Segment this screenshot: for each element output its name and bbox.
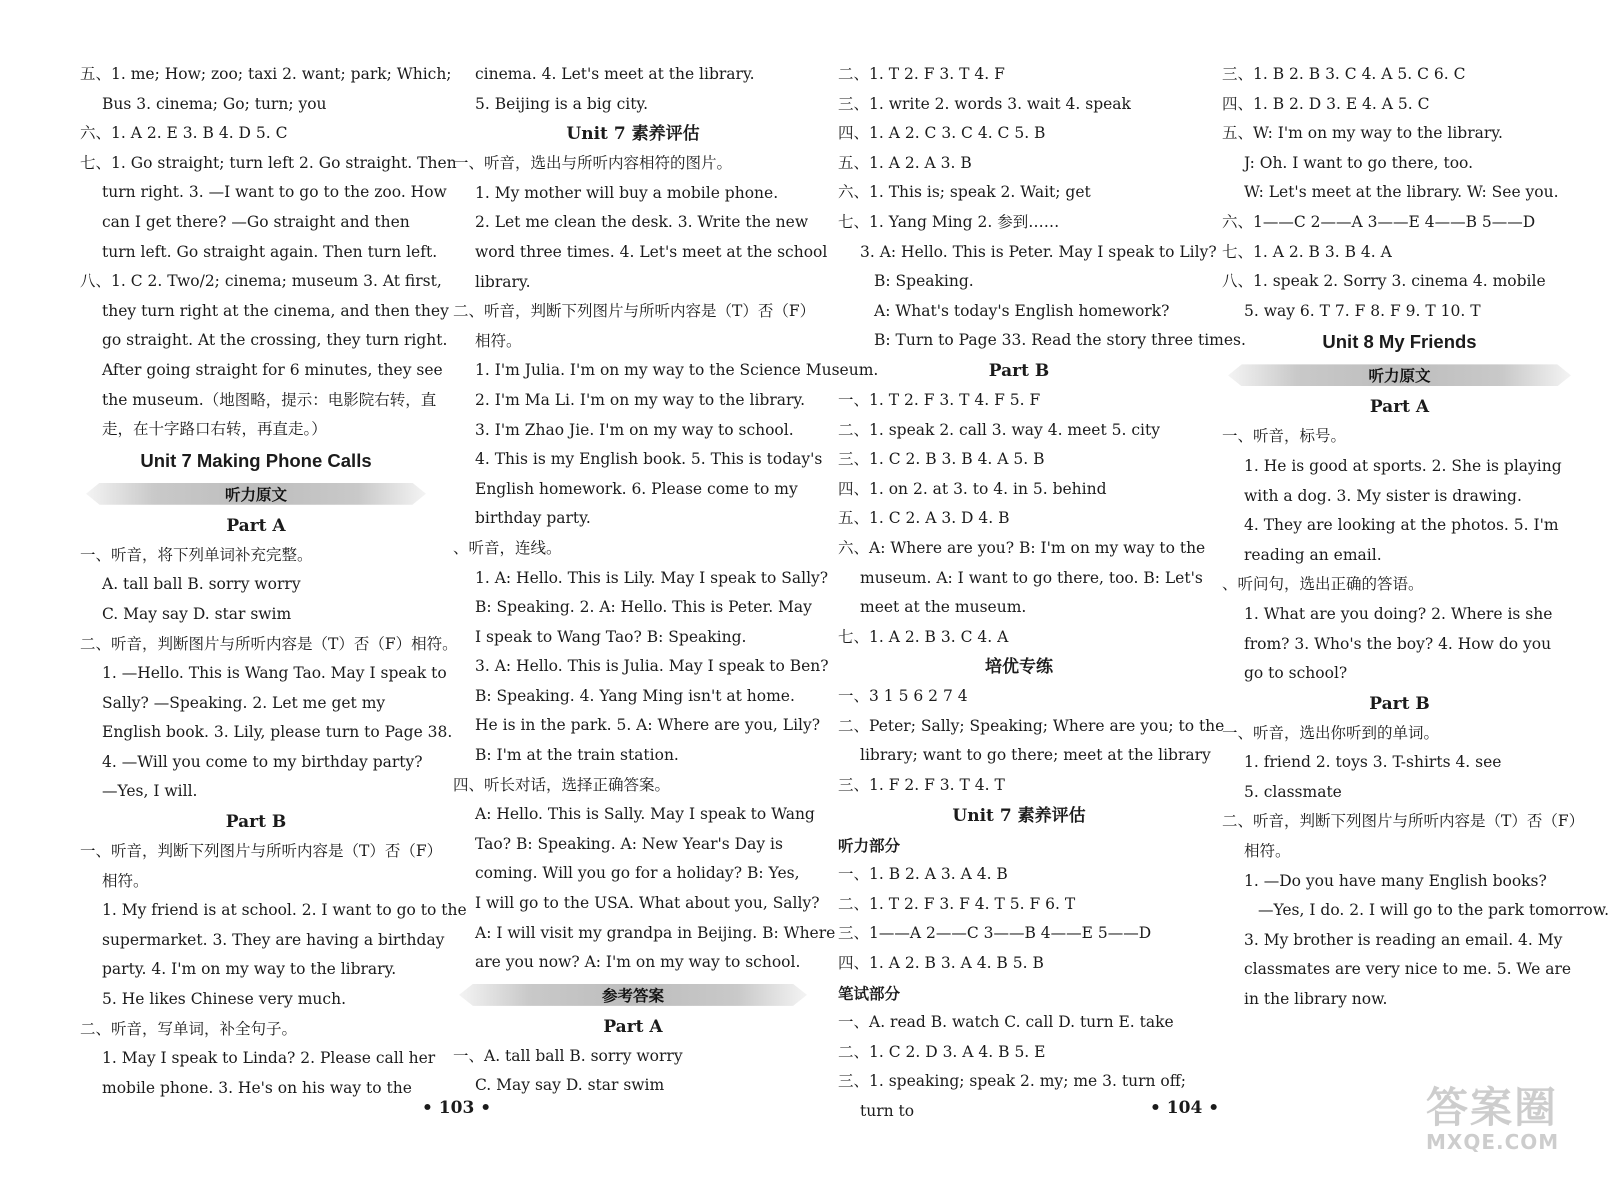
text-line: B: Turn to Page 33. Read the story three times. [874, 331, 1246, 350]
part-heading: Part A [1369, 397, 1430, 418]
section-label: 听力部分 [838, 835, 901, 855]
text-line: 五、1. C 2. A 3. D 4. B [838, 509, 1010, 528]
text-line: from? 3. Who's the boy? 4. How do you [1244, 634, 1552, 653]
text-line: 3. A: Hello. This is Julia. May I speak to Ben? [475, 657, 829, 676]
text-line: go to school? [1244, 664, 1348, 683]
banner-label: 参考答案 [601, 986, 664, 1005]
text-line: A: What's today's English homework? [874, 301, 1170, 320]
column-4 [1222, 60, 1609, 1015]
text-line: 1. May I speak to Linda? 2. Please call her [102, 1049, 436, 1068]
text-line: 四、听长对话，选择正确答案。 [453, 775, 671, 794]
text-line: turn to [860, 1102, 915, 1120]
text-line: 二、听音，判断图片与所听内容是（T）否（F）相符。 [80, 634, 458, 653]
text-line: 六、1. A 2. E 3. B 4. D 5. C [80, 124, 288, 143]
text-line: 一、1. B 2. A 3. A 4. B [838, 865, 1008, 884]
text-line: 一、听音，标号。 [1222, 427, 1347, 446]
text-line: A: Hello. This is Sally. May I speak to Wang [475, 805, 815, 824]
banner-label: 听力原文 [224, 485, 287, 504]
text-line: English book. 3. Lily, please turn to Page 38. [102, 723, 453, 742]
part-heading: Part A [603, 1016, 663, 1037]
text-line: 七、1. Go straight; turn left 2. Go straight. Then [80, 153, 457, 172]
text-line: 四、1. A 2. B 3. A 4. B 5. B [838, 954, 1044, 973]
text-line: 2. Let me clean the desk. 3. Write the new [475, 213, 809, 232]
text-line: After going straight for 6 minutes, they see [102, 360, 443, 379]
watermark-text: 答案圈 [1426, 1083, 1559, 1132]
text-line: 七、1. A 2. B 3. B 4. A [1222, 242, 1392, 261]
text-line: J: Oh. I want to go there, too. [1244, 153, 1474, 172]
text-line: 一、听音，选出与所听内容相符的图片。 [453, 154, 733, 173]
text-line: coming. Will you go for a holiday? B: Yes, [475, 864, 800, 883]
text-line: 四、1. on 2. at 3. to 4. in 5. behind [838, 479, 1107, 498]
column-1 [80, 60, 467, 1103]
text-line: 走，在十字路口右转，再直走。） [102, 420, 327, 439]
text-line: 三、1. F 2. F 3. T 4. T [838, 776, 1005, 795]
text-line: 八、1. speak 2. Sorry 3. cinema 4. mobile [1222, 272, 1546, 291]
text-line: 5. classmate [1244, 782, 1342, 801]
text-line: 二、听音，判断下列图片与所听内容是（T）否（F） [453, 302, 816, 321]
text-line: mobile phone. 3. He's on his way to the [102, 1078, 412, 1097]
text-line: 一、3 1 5 6 2 7 4 [838, 687, 968, 706]
text-line: 七、1. Yang Ming 2. 参到…… [838, 212, 1060, 231]
text-line: museum. A: I want to go there, too. B: Let's [860, 568, 1203, 587]
text-line: 三、1. C 2. B 3. B 4. A 5. B [838, 450, 1045, 469]
text-line: meet at the museum. [860, 598, 1027, 617]
text-line: 、听音，连线。 [453, 538, 562, 557]
text-line: 1. friend 2. toys 3. T-shirts 4. see [1244, 753, 1502, 772]
part-heading: Part B [1369, 693, 1430, 714]
text-line: 三、1. B 2. B 3. C 4. A 5. C 6. C [1222, 65, 1466, 83]
text-line: B: Speaking. 4. Yang Ming isn't at home. [475, 686, 795, 705]
text-line: 1. —Do you have many English books? [1244, 871, 1547, 890]
text-line: 5. Beijing is a big city. [475, 94, 649, 113]
part-heading: 培优专练 [985, 657, 1053, 678]
text-line: 六、1——C 2——A 3——E 4——B 5——D [1222, 212, 1536, 231]
text-line: 4. —Will you come to my birthday party? [102, 752, 423, 771]
unit-heading: Unit 7 Making Phone Calls [140, 449, 372, 471]
text-line: library. [475, 272, 531, 291]
text-line: 二、1. T 2. F 3. F 4. T 5. F 6. T [838, 894, 1076, 913]
part-heading: Part B [988, 360, 1050, 381]
unit-heading: Unit 8 My Friends [1322, 331, 1477, 353]
text-line: with a dog. 3. My sister is drawing. [1244, 486, 1522, 505]
text-line: B: Speaking. [874, 272, 974, 291]
text-line: B: Speaking. 2. A: Hello. This is Peter. May [475, 598, 812, 617]
text-line: 一、听音，选出你听到的单词。 [1222, 723, 1440, 742]
text-line: 五、1. A 2. A 3. B [838, 153, 972, 172]
text-line: C. May say D. star swim [102, 604, 292, 623]
text-line: classmates are very nice to me. 5. We are [1244, 960, 1572, 979]
text-line: 五、1. me; How; zoo; taxi 2. want; park; Which; [80, 65, 452, 83]
text-line: 1. He is good at sports. 2. She is playing [1244, 456, 1562, 475]
text-line: 4. This is my English book. 5. This is today's [475, 450, 823, 469]
text-line: 、听问句，选出正确的答语。 [1222, 575, 1424, 594]
text-line: 3. I'm Zhao Jie. I'm on my way to school. [475, 420, 794, 439]
text-line: 一、A. read B. watch C. call D. turn E. take [838, 1013, 1174, 1032]
section-banner [1228, 361, 1571, 389]
text-line: cinema. 4. Let's meet at the library. [475, 65, 755, 83]
text-line: 二、Peter; Sally; Speaking; Where are you; to the [838, 716, 1225, 735]
text-line: are you now? A: I'm on my way to school. [475, 953, 801, 972]
text-line: 相符。 [102, 871, 149, 890]
text-line: 1. —Hello. This is Wang Tao. May I speak to [102, 664, 447, 683]
text-line: 四、1. B 2. D 3. E 4. A 5. C [1222, 94, 1430, 113]
text-line: 1. I'm Julia. I'm on my way to the Science Museum. [475, 361, 879, 380]
text-line: reading an email. [1244, 545, 1382, 564]
text-line: B: I'm at the train station. [475, 746, 679, 765]
watermark-url: MXQE.COM [1426, 1130, 1560, 1154]
text-line: 三、1. write 2. words 3. wait 4. speak [838, 94, 1131, 113]
text-line: Sally? —Speaking. 2. Let me get my [102, 693, 386, 712]
text-line: 一、听音，判断下列图片与所听内容是（T）否（F） [80, 842, 443, 861]
text-line: 3. A: Hello. This is Peter. May I speak to Lily? [860, 242, 1217, 261]
text-line: 2. I'm Ma Li. I'm on my way to the library. [475, 390, 806, 409]
section-banner [459, 981, 807, 1009]
text-line: 八、1. C 2. Two/2; cinema; museum 3. At first, [80, 272, 442, 291]
text-line: —Yes, I will. [102, 782, 198, 801]
text-line: C. May say D. star swim [475, 1076, 665, 1095]
text-line: W: Let's meet at the library. W: See you. [1244, 183, 1559, 202]
text-line: I will go to the USA. What about you, Sally? [475, 894, 820, 913]
text-line: they turn right at the cinema, and then they [102, 301, 449, 320]
text-line: 1. What are you doing? 2. Where is she [1244, 604, 1553, 623]
text-line: 二、1. T 2. F 3. T 4. F [838, 65, 1005, 83]
text-line: word three times. 4. Let's meet at the school [475, 242, 828, 261]
text-line: 1. My friend is at school. 2. I want to go to the [102, 901, 467, 920]
text-line: birthday party. [475, 509, 591, 528]
text-line: supermarket. 3. They are having a birthday [102, 930, 445, 949]
text-line: 二、1. speak 2. call 3. way 4. meet 5. city [838, 420, 1160, 439]
text-line: I speak to Wang Tao? B: Speaking. [475, 627, 747, 646]
text-line: A. tall ball B. sorry worry [102, 575, 301, 594]
text-line: in the library now. [1244, 990, 1388, 1009]
text-line: party. 4. I'm on my way to the library. [102, 960, 397, 979]
part-heading: Part B [225, 812, 287, 833]
text-line: 5. way 6. T 7. F 8. F 9. T 10. T [1244, 301, 1481, 320]
text-line: 三、1——A 2——C 3——B 4——E 5——D [838, 924, 1152, 943]
text-line: 5. He likes Chinese very much. [102, 990, 346, 1009]
text-line: 四、1. A 2. C 3. C 4. C 5. B [838, 124, 1046, 143]
text-line: 二、1. C 2. D 3. A 4. B 5. E [838, 1042, 1046, 1061]
text-line: He is in the park. 5. A: Where are you, Lily? [475, 716, 821, 735]
text-line: go straight. At the crossing, they turn right. [102, 331, 448, 350]
text-line: 二、听音，写单词，补全句子。 [80, 1019, 298, 1038]
text-line: 一、听音，将下列单词补充完整。 [80, 545, 313, 564]
text-line: turn right. 3. —I want to go to the zoo. How [102, 183, 447, 202]
text-line: 七、1. A 2. B 3. C 4. A [838, 627, 1009, 646]
part-heading: Unit 7 素养评估 [952, 805, 1086, 826]
text-line: A: I will visit my grandpa in Beijing. B: Where [475, 923, 836, 942]
page-number-left: • 103 • [422, 1098, 492, 1118]
text-line: 1. A: Hello. This is Lily. May I speak to Sally? [475, 568, 829, 587]
part-heading: Unit 7 素养评估 [566, 124, 700, 145]
text-line: —Yes, I do. 2. I will go to the park tomorrow. [1258, 901, 1609, 920]
text-line: 六、A: Where are you? B: I'm on my way to the [838, 538, 1206, 557]
text-line: 3. My brother is reading an email. 4. My [1244, 930, 1563, 949]
text-line: Tao? B: Speaking. A: New Year's Day is [475, 834, 783, 853]
text-line: the museum.（地图略，提示：电影院右转，直 [102, 390, 437, 409]
text-line: 一、A. tall ball B. sorry worry [453, 1046, 683, 1065]
text-line: 三、1. speaking; speak 2. my; me 3. turn off; [838, 1072, 1186, 1091]
page-number-right: • 104 • [1150, 1098, 1220, 1118]
text-line: turn left. Go straight again. Then turn left. [102, 242, 438, 261]
text-line: 一、1. T 2. F 3. T 4. F 5. F [838, 390, 1041, 409]
section-banner [86, 480, 426, 508]
text-line: 相符。 [475, 331, 522, 350]
section-label: 笔试部分 [838, 983, 901, 1003]
text-line: 五、W: I'm on my way to the library. [1222, 124, 1503, 143]
column-3 [838, 60, 1246, 1127]
text-line: 二、听音，判断下列图片与所听内容是（T）否（F） [1222, 812, 1585, 831]
text-line: 六、1. This is; speak 2. Wait; get [838, 183, 1091, 202]
text-line: can I get there? —Go straight and then [102, 212, 410, 231]
text-line: English homework. 6. Please come to my [475, 479, 798, 498]
banner-label: 听力原文 [1368, 367, 1431, 386]
watermark-logo [1426, 1085, 1566, 1157]
text-line: 相符。 [1244, 842, 1291, 861]
text-line: library; want to go there; meet at the library [860, 746, 1211, 765]
text-line: 4. They are looking at the photos. 5. I'm [1244, 516, 1559, 535]
text-line: Bus 3. cinema; Go; turn; you [102, 94, 327, 113]
text-line: 1. My mother will buy a mobile phone. [475, 183, 779, 202]
part-heading: Part A [226, 515, 286, 536]
